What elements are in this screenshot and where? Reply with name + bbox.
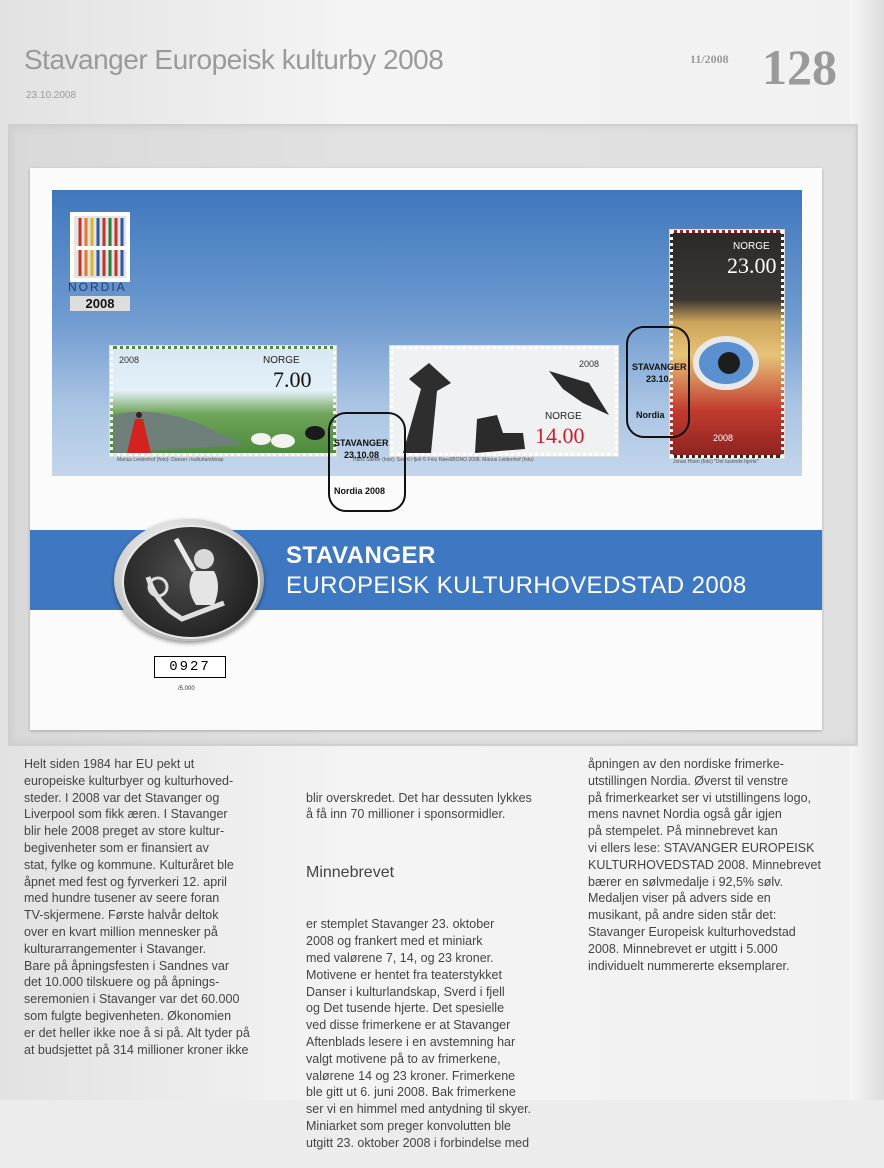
page-number: 128 <box>762 39 837 95</box>
serial-number: 0927 <box>154 656 226 678</box>
heart-sculpture-icon <box>691 333 761 393</box>
postmark <box>626 326 690 438</box>
logo-name: NORDIA <box>68 280 127 294</box>
postmark <box>328 412 406 512</box>
stamp-country: NORGE <box>733 241 770 252</box>
stamp-country: NORGE <box>545 411 582 422</box>
page-title: Stavanger Europeisk kulturby 2008 <box>24 44 444 75</box>
band-title: STAVANGER <box>286 542 436 569</box>
stamp-country: NORGE <box>263 355 300 366</box>
band-subtitle: EUROPEISK KULTURHOVEDSTAD 2008 <box>286 572 747 599</box>
postmark-event: Nordia <box>636 410 665 420</box>
postmark-event: Nordia 2008 <box>334 486 386 496</box>
stamp-value: 14.00 <box>535 423 585 448</box>
musician-icon <box>124 527 258 637</box>
text-column-1: Helt siden 1984 har EU pekt ut europeiske kulturbyer og kulturhoved- steder. I 2008 var det Stavanger og Liverpool som fikk æren. I Stavanger blir hele 2008 preget av store kultur- begivenheter som er finansiert av stat, fylke og kommune. Kulturåret ble åpnet med fest og fyrverkeri 12. april med hundre tusener av seere foran TV-skjermene. Første halvår deltok over en kvart million mennesker på kulturarrangementer i Stavanger. Bare på åpningsfesten i Sandnes var det 10.000 tilskuere og på åpnings- seremonien i Stavanger var det 60.000 som fulgte begivenheten. Økonomien er det heller ikke noe å si på. Alt tyder på at budsjettet på 314 millioner kroner ikke <box>24 757 250 1057</box>
nordia-logo-icon <box>70 212 130 282</box>
logo-year: 2008 <box>70 296 130 311</box>
stamp-year: 2008 <box>119 355 140 365</box>
stamp-value: 23.00 <box>727 253 777 278</box>
section-heading: Minnebrevet <box>306 863 395 881</box>
stamp-caption: Jonas Hoen (foto) "Det tusende hjerte" <box>673 459 759 465</box>
stamp-year: 2008 <box>579 359 600 369</box>
stamp-year: 2008 <box>713 433 734 443</box>
page-date: 23.10.2008 <box>26 90 77 101</box>
postmark-city: STAVANGER <box>632 362 687 372</box>
stamp-caption: Marius Leidenhof (foto): Danser i kulturlandskap <box>117 457 224 463</box>
edition-size: /5.000 <box>178 686 195 692</box>
stamp-caption: Hans Saeter (foto): Sverd i fjell © Fritz Røed/BONO 2008. Marius Leidenhof (foto) <box>353 457 534 463</box>
dancer-landscape-icon <box>113 385 333 453</box>
postmark-city: STAVANGER <box>334 438 389 448</box>
postmark-date: 23.10.08 <box>344 450 380 460</box>
text-column-3: åpningen av den nordiske frimerke- utstillingen Nordia. Øverst til venstre på frimerkearket ser vi utstillingens logo, mens navnet Nordia også går igjen på stempelet. På minnebrevet kan vi ellers lese: STAVANGER EUROPEISK KULTURHOVEDSTAD 2008. Minnebrevet bærer en sølvmedalje i 92,5% sølv. Medaljen viser på advers side en musikant, på andre siden står det: Stavanger Europeisk kulturhovedstad 2008. Minnebrevet er utgitt i 5.000 individuelt nummererte eksemplarer. <box>588 757 821 973</box>
issue-number: 11/2008 <box>690 52 729 66</box>
column-2-body: er stemplet Stavanger 23. oktober 2008 og frankert med et miniark med valørene 7, 14, og 23 kroner. Motivene er hentet fra teaterstykket Danser i kulturlandskap, Sverd i fjell og Det tusende hjerte. Det spesielle ved disse frimerkene er at Stavanger Aftenblads lesere i en avstemning har valgt motivene på to av frimerkene, valørene 14 og 23 kroner. Frimerkene ble gitt ut 6. juni 2008. Bak frimerkene ser vi en himmel med antydning til skyer. Miniarket som preger konvolutten ble utgitt 23. oktober 2008 i forbindelse med <box>306 917 532 1150</box>
miniature-sheet <box>52 190 802 496</box>
silver-medal <box>114 519 264 641</box>
postmark-date: 23.10. <box>646 374 672 384</box>
column-2-intro: blir overskredet. Det har dessuten lykkes å få inn 70 millioner i sponsormidler. <box>306 790 532 822</box>
stamp-7-kroner <box>110 346 336 463</box>
text-column-2 <box>306 756 532 1168</box>
stamp-value: 7.00 <box>273 367 312 392</box>
